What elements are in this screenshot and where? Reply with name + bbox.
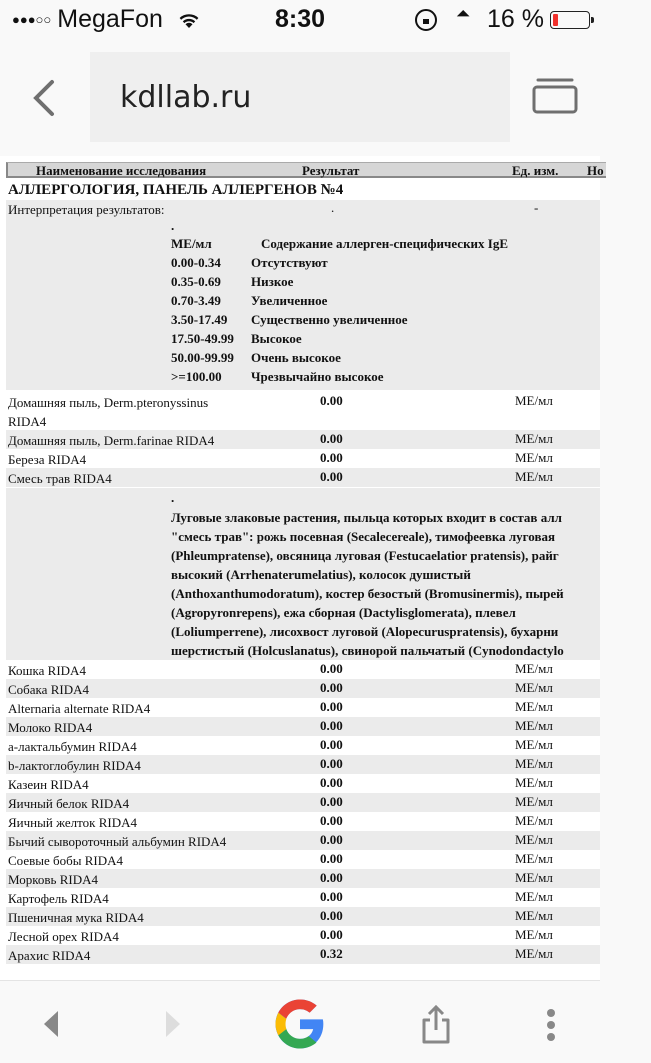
table-row xyxy=(6,698,600,717)
test-unit: МЕ/мл xyxy=(515,927,553,942)
test-name: b-лактоглобулин RIDA4 xyxy=(8,758,141,773)
table-row xyxy=(6,679,600,698)
test-result: 0.00 xyxy=(320,737,343,752)
test-unit: МЕ/мл xyxy=(515,851,553,866)
legend-row xyxy=(171,253,508,272)
table-row xyxy=(6,831,600,850)
test-unit: МЕ/мл xyxy=(515,469,553,484)
interpretation-block xyxy=(6,200,600,390)
test-unit: МЕ/мл xyxy=(515,431,553,446)
table-row xyxy=(6,755,600,774)
test-unit: МЕ/мл xyxy=(515,832,553,847)
test-result: 0.00 xyxy=(320,431,343,446)
legend-range: 3.50-17.49 xyxy=(171,312,228,327)
test-name: Яичный белок RIDA4 xyxy=(8,796,130,811)
test-name: Лесной орех RIDA4 xyxy=(8,929,119,944)
table-row xyxy=(6,907,600,926)
test-result: 0.00 xyxy=(320,680,343,695)
column-header-result: Результат xyxy=(302,163,360,178)
table-row xyxy=(6,660,600,679)
legend-range: 0.70-3.49 xyxy=(171,293,221,308)
test-result: 0.00 xyxy=(320,908,343,923)
share-icon[interactable] xyxy=(420,1003,452,1045)
test-name: Кошка RIDA4 xyxy=(8,663,86,678)
test-unit: МЕ/мл xyxy=(515,870,553,885)
table-row xyxy=(6,468,600,487)
url-bar[interactable] xyxy=(90,52,510,142)
signal-strength-icon: ●●●○○ xyxy=(12,12,52,27)
test-result: 0.00 xyxy=(320,661,343,676)
table-row xyxy=(6,850,600,869)
table-row xyxy=(6,449,600,468)
legend-meaning: Отсутствуют xyxy=(251,255,328,270)
lab-report-page[interactable] xyxy=(0,156,604,980)
test-result: 0.00 xyxy=(320,469,343,484)
table-row xyxy=(6,888,600,907)
test-name: Арахис RIDA4 xyxy=(8,948,91,963)
interpretation-unit: - xyxy=(534,200,539,215)
grass-mix-note xyxy=(6,488,600,660)
table-row xyxy=(6,812,600,831)
legend-range: >=100.00 xyxy=(171,369,222,384)
test-result: 0.00 xyxy=(320,851,343,866)
legend-meaning: Очень высокое xyxy=(251,350,341,365)
forward-arrow-icon[interactable] xyxy=(164,1009,182,1039)
test-unit: МЕ/мл xyxy=(515,450,553,465)
interpretation-result: . xyxy=(331,200,335,215)
test-result: 0.00 xyxy=(320,393,343,408)
tabs-icon[interactable] xyxy=(532,78,578,114)
table-row xyxy=(6,869,600,888)
interpretation-legend xyxy=(171,220,508,386)
location-arrow-icon xyxy=(450,10,469,29)
browser-toolbar xyxy=(0,40,600,156)
test-name: Береза RIDA4 xyxy=(8,452,87,467)
legend-header xyxy=(171,234,508,253)
test-unit: МЕ/мл xyxy=(515,946,553,961)
test-result: 0.00 xyxy=(320,699,343,714)
test-result: 0.32 xyxy=(320,946,343,961)
legend-header-range: МЕ/мл xyxy=(171,236,212,251)
test-unit: МЕ/мл xyxy=(515,661,553,676)
test-result: 0.00 xyxy=(320,870,343,885)
table-row xyxy=(6,793,600,812)
legend-meaning: Высокое xyxy=(251,331,302,346)
column-header-unit: Ед. изм. xyxy=(512,163,559,178)
test-result: 0.00 xyxy=(320,927,343,942)
legend-row xyxy=(171,348,508,367)
test-result: 0.00 xyxy=(320,450,343,465)
legend-header-meaning: Содержание аллерген-специфических IgE xyxy=(261,236,509,251)
test-name: Пшеничная мука RIDA4 xyxy=(8,910,144,925)
test-unit: МЕ/мл xyxy=(515,699,553,714)
test-result: 0.00 xyxy=(320,775,343,790)
test-result: 0.00 xyxy=(320,832,343,847)
status-bar xyxy=(0,0,600,40)
battery-icon xyxy=(550,11,590,29)
section-title: АЛЛЕРГОЛОГИЯ, ПАНЕЛЬ АЛЛЕРГЕНОВ №4 xyxy=(8,182,344,198)
test-unit: МЕ/мл xyxy=(515,813,553,828)
test-name: Казеин RIDA4 xyxy=(8,777,89,792)
carrier-name: MegaFon xyxy=(57,5,163,33)
legend-meaning: Чрезвычайно высокое xyxy=(251,369,384,384)
test-name: Морковь RIDA4 xyxy=(8,872,98,887)
table-row xyxy=(6,926,600,945)
table-row xyxy=(6,774,600,793)
test-unit: МЕ/мл xyxy=(515,756,553,771)
test-name: Alternaria alternate RIDA4 xyxy=(8,701,151,716)
more-icon[interactable] xyxy=(545,1008,557,1042)
legend-range: 17.50-49.99 xyxy=(171,331,234,346)
test-name: Домашняя пыль, Derm.farinae RIDA4 xyxy=(8,433,215,448)
test-name: Собака RIDA4 xyxy=(8,682,89,697)
test-unit: МЕ/мл xyxy=(515,775,553,790)
google-icon[interactable] xyxy=(272,995,328,1053)
test-result: 0.00 xyxy=(320,756,343,771)
note-text: Луговые злаковые растения, пыльца которых входит в состав алл "смесь трав": рожь посевная (Secalecereale), тимофеевка луговая (Phleumpratense), овсяница луговая (Festucaelatior pratensis), райг высокий (Arrhenaterumelatius), колосок душистый (Anthoxanthumodoratum), костер безостый (Bromusinermis), пырей (Agropyronrepens), ежа сборная (Dactylisglomerata), плевел (Loliumperrene), лисохвост луговой (Alopecuruspratensis), бухарни шерстистый (Holcuslanatus), свинорой пальчатый (Cynodondactylo xyxy=(171,510,564,658)
rotation-lock-icon xyxy=(415,9,437,31)
clock: 8:30 xyxy=(274,5,326,33)
legend-range: 0.00-0.34 xyxy=(171,255,221,270)
legend-range: 0.35-0.69 xyxy=(171,274,221,289)
legend-dot: . xyxy=(171,218,175,233)
test-result: 0.00 xyxy=(320,794,343,809)
note-dot: . xyxy=(171,490,175,505)
test-name: Яичный желток RIDA4 xyxy=(8,815,137,830)
test-unit: МЕ/мл xyxy=(515,794,553,809)
column-header-norm: Но xyxy=(587,163,604,178)
legend-row xyxy=(171,310,508,329)
table-row xyxy=(6,717,600,736)
test-name: Картофель RIDA4 xyxy=(8,891,109,906)
table-row xyxy=(6,430,600,449)
test-unit: МЕ/мл xyxy=(515,680,553,695)
test-name: Соевые бобы RIDA4 xyxy=(8,853,123,868)
test-name: Молоко RIDA4 xyxy=(8,720,93,735)
legend-row xyxy=(171,329,508,348)
battery-fill xyxy=(553,14,558,26)
legend-row xyxy=(171,367,508,386)
back-arrow-icon[interactable] xyxy=(42,1009,60,1039)
legend-meaning: Существенно увеличенное xyxy=(251,312,408,327)
chevron-left-icon[interactable] xyxy=(30,78,60,118)
legend-range: 50.00-99.99 xyxy=(171,350,234,365)
interpretation-label: Интерпретация результатов: xyxy=(8,202,165,217)
column-header-name: Наименование исследования xyxy=(36,163,207,178)
table-row xyxy=(6,392,600,430)
test-unit: МЕ/мл xyxy=(515,718,553,733)
test-name: а-лактальбумин RIDA4 xyxy=(8,739,137,754)
legend-row xyxy=(171,291,508,310)
test-unit: МЕ/мл xyxy=(515,908,553,923)
test-result: 0.00 xyxy=(320,889,343,904)
test-name: Смесь трав RIDA4 xyxy=(8,471,112,486)
table-header xyxy=(6,162,606,178)
table-row xyxy=(6,736,600,755)
legend-meaning: Низкое xyxy=(251,274,294,289)
test-name: Домашняя пыль, Derm.pteronyssinus RIDA4 xyxy=(8,395,209,429)
battery-percent: 16 % xyxy=(487,5,544,33)
test-unit: МЕ/мл xyxy=(515,737,553,752)
test-unit: МЕ/мл xyxy=(515,889,553,904)
legend-row xyxy=(171,272,508,291)
table-row xyxy=(6,945,600,964)
legend-meaning: Увеличенное xyxy=(251,293,328,308)
browser-bottom-bar xyxy=(0,980,600,1063)
url-text[interactable]: kdllab.ru xyxy=(120,80,252,115)
test-unit: МЕ/мл xyxy=(515,393,553,408)
test-name: Бычий сывороточный альбумин RIDA4 xyxy=(8,834,227,849)
test-result: 0.00 xyxy=(320,718,343,733)
test-result: 0.00 xyxy=(320,813,343,828)
